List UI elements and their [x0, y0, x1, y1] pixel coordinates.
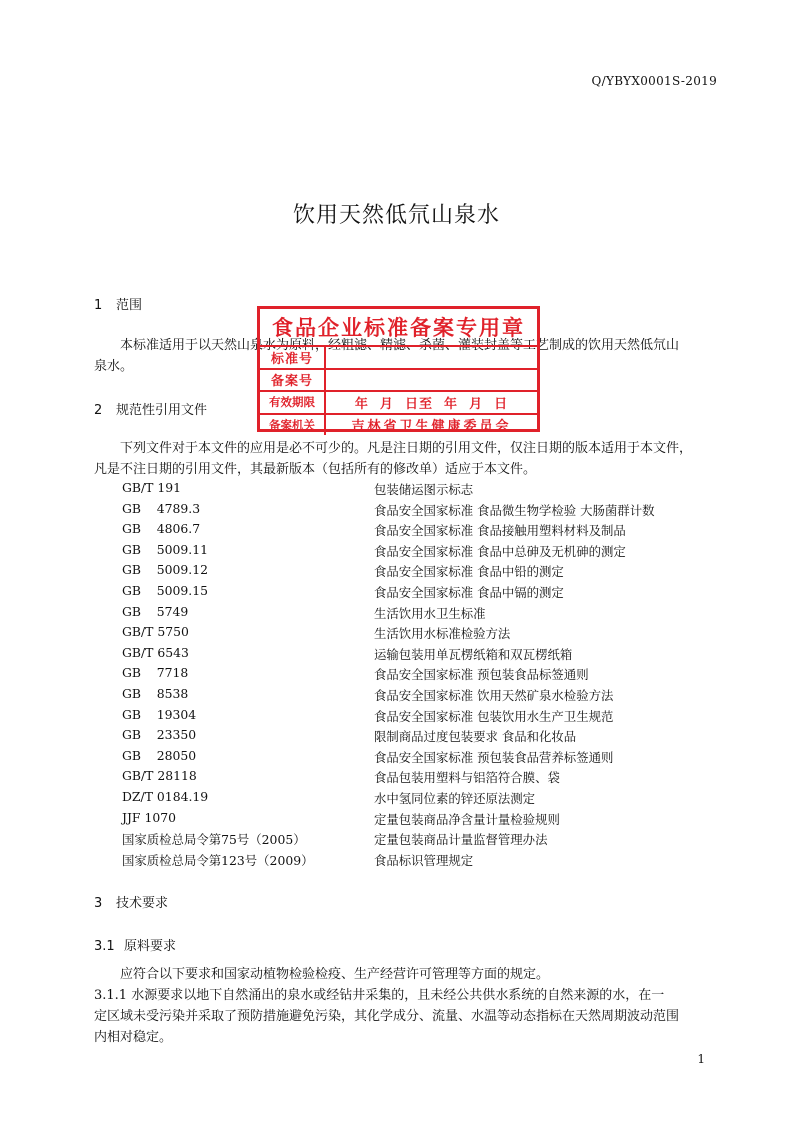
reference-code: GB 5009.11 [122, 541, 208, 557]
reference-code: GB 23350 [122, 727, 197, 743]
stamp-label: 有效期限 [260, 392, 326, 413]
reference-row [122, 789, 722, 810]
paragraph-text: 凡是不注日期的引用文件，其最新版本（包括所有的修改单）适应于本文件。 [94, 462, 537, 477]
reference-title: 食品包装用塑料与铝箔符合膜、袋 [374, 770, 560, 786]
reference-title: 食品安全国家标准 食品中铅的测定 [374, 564, 564, 580]
paragraph-text: 泉水。 [94, 359, 134, 374]
reference-code: GB 28050 [122, 747, 197, 763]
document-code: Q/YBYX0001S-2019 [591, 74, 717, 88]
reference-title: 水中氢同位素的锌还原法测定 [374, 790, 536, 806]
reference-title: 运输包装用单瓦楞纸箱和双瓦楞纸箱 [374, 646, 573, 662]
reference-code: GB 5749 [122, 603, 189, 619]
paragraph-text: 内相对稳定。 [94, 1030, 173, 1045]
reference-code: DZ/T 0184.19 [122, 788, 209, 804]
reference-row [122, 768, 722, 789]
stamp-value [326, 347, 537, 368]
section-number: 3.1 [94, 939, 115, 954]
reference-row [122, 686, 722, 707]
reference-code: GB/T 6543 [122, 644, 189, 660]
section-3-1-heading [94, 935, 176, 954]
stamp-value [326, 370, 537, 391]
paragraph-text: 3.1.1 水源要求以地下自然涌出的泉水或经钻井采集的，且未经公共供水系统的自然来源的水，在一 [94, 988, 665, 1003]
reference-row [122, 748, 722, 769]
stamp-label: 备案号 [260, 370, 326, 391]
reference-row [122, 583, 722, 604]
section-1-heading [94, 294, 142, 313]
page-number: 1 [697, 1052, 705, 1066]
reference-code: GB 19304 [122, 706, 197, 722]
reference-title: 食品安全国家标准 预包装食品营养标签通则 [374, 749, 614, 765]
reference-title: 食品安全国家标准 饮用天然矿泉水检验方法 [374, 687, 614, 703]
paragraph-line [94, 438, 720, 459]
reference-title: 限制商品过度包装要求 食品和化妆品 [374, 729, 577, 745]
stamp-header: 食品企业标准备案专用章 [260, 309, 537, 347]
reference-code: GB 8538 [122, 685, 189, 701]
reference-code: 国家质检总局令第75号（2005） [122, 832, 306, 848]
section-2-heading [94, 399, 207, 418]
reference-row [122, 707, 722, 728]
reference-list [122, 480, 722, 871]
reference-title: 包装储运图示标志 [374, 482, 474, 497]
section-2-paragraph [94, 438, 720, 480]
paragraph-line [94, 964, 720, 985]
section-3-1-paragraph [94, 964, 720, 1048]
reference-title: 食品安全国家标准 食品中镉的测定 [374, 584, 564, 600]
reference-row [122, 480, 722, 501]
section-title: 规范性引用文件 [116, 403, 208, 418]
reference-code: GB/T 191 [122, 480, 182, 495]
reference-code: GB 4806.7 [122, 521, 201, 537]
reference-title: 生活饮用水标准检验方法 [374, 626, 511, 642]
paragraph-text: 下列文件对于本文件的应用是必不可少的。凡是注日期的引用文件，仅注日期的版本适用于本文件， [120, 441, 693, 456]
reference-title: 食品安全国家标准 食品接触用塑料材料及制品 [374, 523, 626, 539]
section-number: 2 [94, 403, 103, 418]
reference-row [122, 830, 722, 851]
stamp-row-standard-no [260, 347, 537, 370]
section-title: 范围 [116, 298, 143, 313]
stamp-row-validity [260, 392, 537, 415]
reference-title: 食品安全国家标准 预包装食品标签通则 [374, 667, 589, 683]
paragraph-line [94, 985, 720, 1006]
reference-code: GB/T 28118 [122, 768, 197, 784]
reference-title: 食品安全国家标准 包装饮用水生产卫生规范 [374, 708, 614, 724]
reference-row [122, 521, 722, 542]
stamp-label: 备案机关 [260, 415, 326, 436]
reference-row [122, 604, 722, 625]
reference-title: 食品安全国家标准 食品微生物学检验 大肠菌群计数 [374, 502, 655, 518]
section-title: 原料要求 [124, 939, 177, 954]
section-number: 1 [94, 298, 103, 313]
reference-row [122, 810, 722, 831]
reference-code: GB 7718 [122, 665, 189, 681]
paragraph-text: 应符合以下要求和国家动植物检验检疫、生产经营许可管理等方面的规定。 [120, 967, 550, 982]
stamp-label: 标准号 [260, 347, 326, 368]
reference-row [122, 624, 722, 645]
paragraph-line [94, 459, 720, 480]
filing-stamp [257, 306, 540, 435]
section-number: 3 [94, 896, 103, 911]
paragraph-line [94, 1027, 720, 1048]
paragraph-line [94, 1006, 720, 1027]
reference-title: 定量包装商品计量监督管理办法 [374, 832, 548, 848]
stamp-value: 年 月 日至 年 月 日 [354, 396, 509, 412]
reference-code: 国家质检总局令第123号（2009） [122, 852, 314, 868]
reference-code: GB/T 5750 [122, 624, 189, 640]
reference-code: JJF 1070 [122, 809, 177, 825]
paragraph-text: 定区域未受污染并采取了预防措施避免污染，其化学成分、流量、水温等动态指标在天然周期波动范围 [94, 1009, 680, 1024]
reference-row [122, 665, 722, 686]
reference-code: GB 5009.15 [122, 582, 208, 598]
reference-code: GB 4789.3 [122, 500, 201, 516]
document-title: 饮用天然低氘山泉水 [292, 203, 500, 228]
reference-title: 食品安全国家标准 食品中总砷及无机砷的测定 [374, 543, 626, 559]
reference-row [122, 645, 722, 666]
reference-row [122, 727, 722, 748]
reference-title: 定量包装商品净含量计量检验规则 [374, 811, 560, 827]
reference-row [122, 542, 722, 563]
stamp-row-filing-no [260, 370, 537, 393]
reference-row [122, 851, 722, 872]
section-title: 技术要求 [116, 896, 169, 911]
reference-title: 食品标识管理规定 [374, 852, 474, 868]
reference-row [122, 501, 722, 522]
paragraph-text: 本标准适用于以天然山泉水为原料，经粗滤、精滤、杀菌、灌装封盖等工艺制成的饮用天然低氘山 [120, 338, 680, 353]
stamp-row-authority [260, 415, 537, 436]
section-3-heading [94, 892, 168, 911]
reference-title: 生活饮用水卫生标准 [374, 605, 486, 621]
stamp-value: 吉林省卫生健康委员会 [351, 419, 512, 435]
reference-code: GB 5009.12 [122, 562, 208, 578]
reference-row [122, 562, 722, 583]
